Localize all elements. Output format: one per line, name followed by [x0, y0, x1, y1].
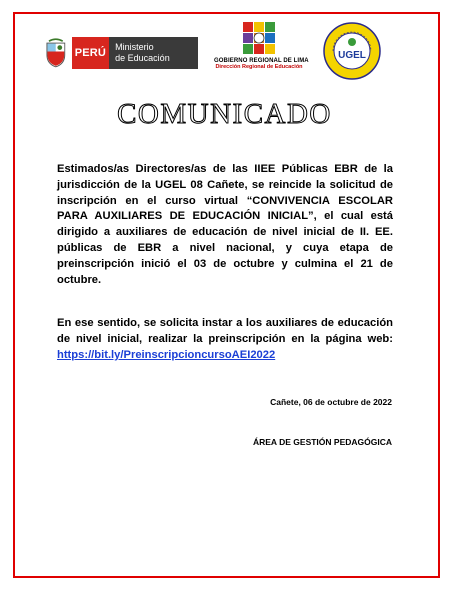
paragraph-request-text: En ese sentido, se solicita instar a los auxiliares de educación de nivel inicial, realizar la preinscripción en la página web:	[57, 317, 393, 345]
minedu-logo	[44, 34, 198, 72]
paragraph-main: Estimados/as Directores/as de las IIEE Públicas EBR de la jurisdicción de la UGEL 08 Cañete, se reincide la solicitud de inscripción en el curso virtual “CONVIVENCIA ESCOLAR PARA AUXILIARES DE EDUCACIÓN INICIAL”, el cual está dirigido a auxiliares de educación de nivel inicial de II. EE. públicas de EBR a nivel nacional, y cuya etapa de preinscripción inició el 03 de octubre y culmina el 21 de octubre.	[57, 163, 393, 286]
ugel-center-text: UGEL	[338, 50, 366, 61]
page-title: COMUNICADO	[117, 98, 332, 130]
peru-label: PERÚ	[72, 37, 109, 69]
ministerio-label	[109, 37, 198, 69]
ministerio-line1: Ministerio	[115, 42, 154, 52]
ministerio-line2: de Educación	[115, 53, 170, 63]
document-date: Cañete, 06 de octubre de 2022	[270, 397, 392, 407]
registration-link[interactable]: https://bit.ly/PreinscripcioncursoAEI2022	[57, 348, 276, 361]
gore-lima-logo	[214, 20, 309, 78]
ugel-logo-icon	[323, 22, 381, 80]
signature-area: ÁREA DE GESTIÓN PEDAGÓGICA	[252, 437, 392, 447]
peru-coat-of-arms-icon	[44, 38, 68, 68]
page-border	[13, 12, 440, 578]
gore-emblem-icon	[241, 20, 277, 56]
gore-subtitle: Dirección Regional de Educación	[215, 64, 303, 70]
paragraph-request	[57, 316, 393, 363]
gore-title: GOBIERNO REGIONAL DE LIMA	[214, 58, 309, 64]
